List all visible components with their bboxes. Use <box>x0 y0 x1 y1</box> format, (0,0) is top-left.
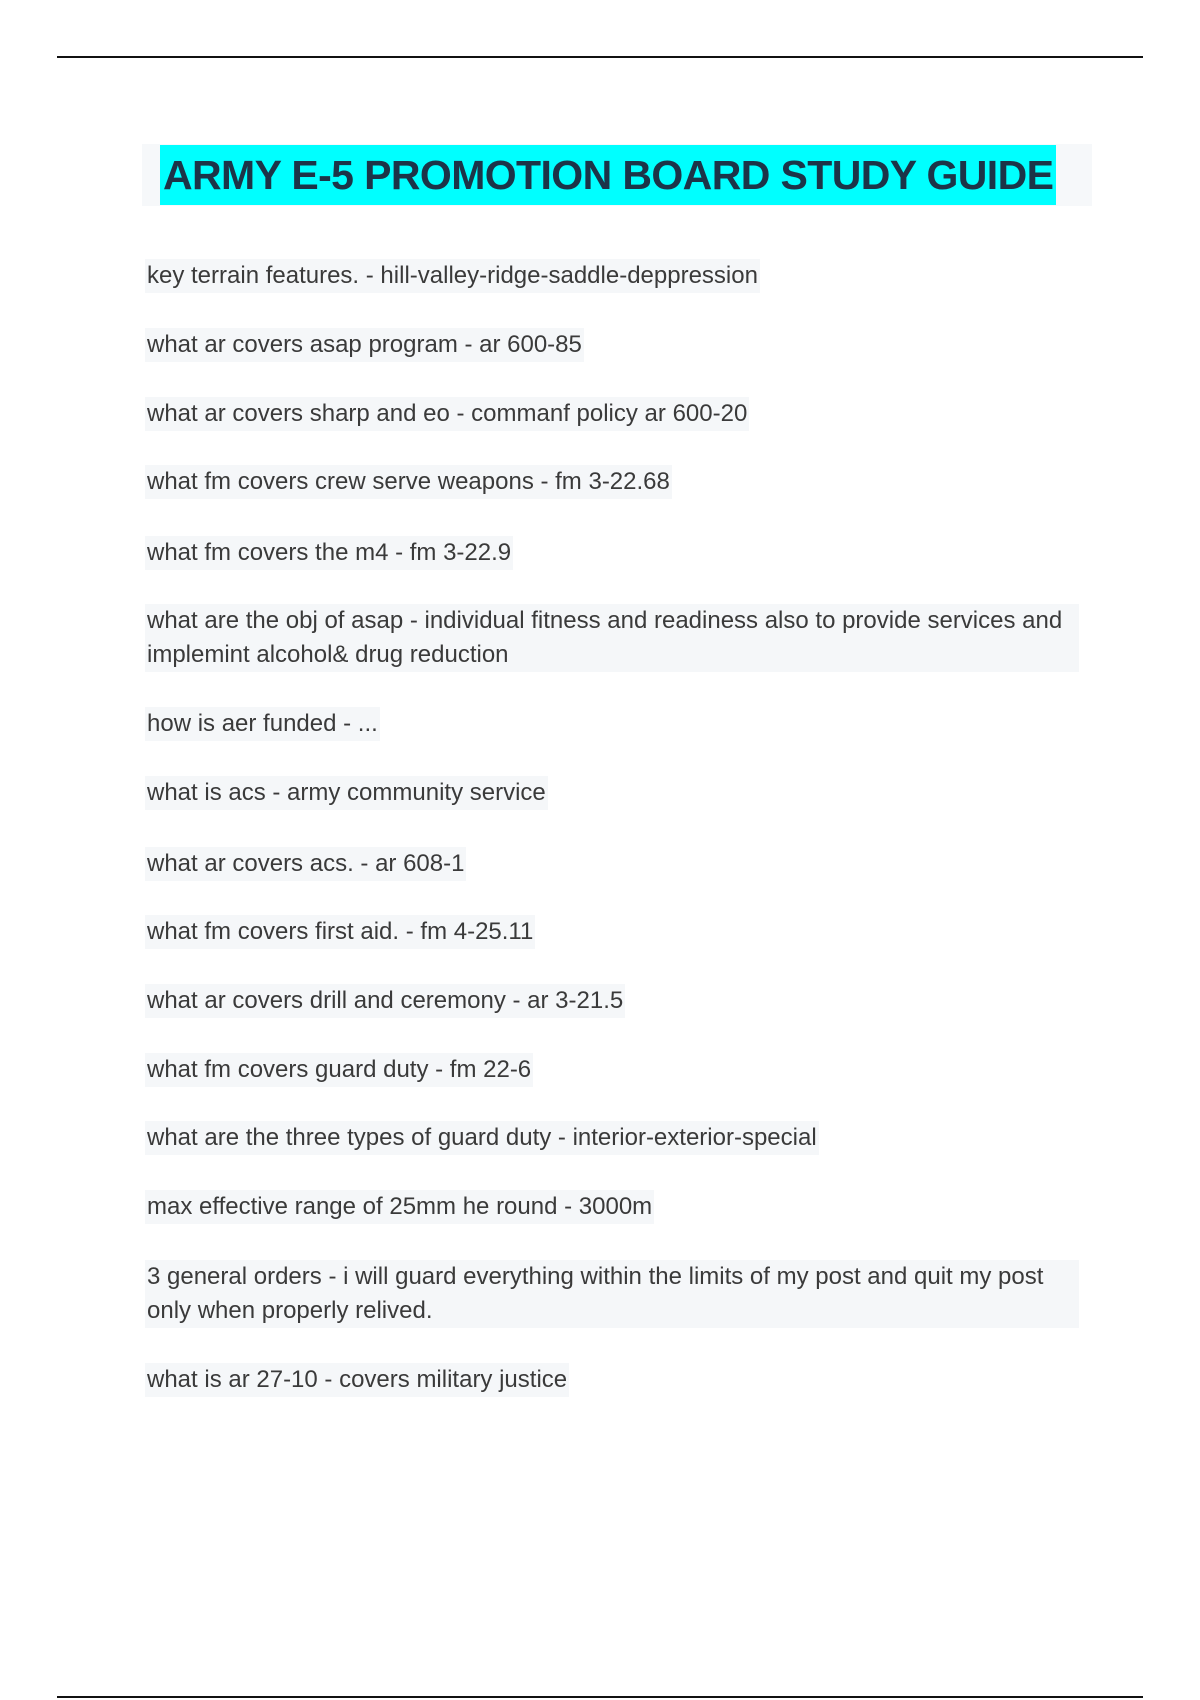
list-item: how is aer funded - ... <box>145 707 380 741</box>
list-item: what is ar 27-10 - covers military justice <box>145 1363 569 1397</box>
list-item: what ar covers asap program - ar 600-85 <box>145 328 584 362</box>
list-item: max effective range of 25mm he round - 3000m <box>145 1190 654 1224</box>
list-item: 3 general orders - i will guard everything within the limits of my post and quit my post only when properly relived. <box>145 1260 1079 1328</box>
list-item: what are the three types of guard duty - interior-exterior-special <box>145 1121 819 1155</box>
page-title: ARMY E-5 PROMOTION BOARD STUDY GUIDE <box>160 145 1056 205</box>
list-item: what fm covers crew serve weapons - fm 3-22.68 <box>145 465 672 499</box>
bottom-rule <box>57 1696 1143 1698</box>
list-item: what fm covers the m4 - fm 3-22.9 <box>145 536 513 570</box>
list-item: what ar covers drill and ceremony - ar 3-21.5 <box>145 984 625 1018</box>
list-item: what fm covers first aid. - fm 4-25.11 <box>145 915 535 949</box>
list-item: what ar covers sharp and eo - commanf policy ar 600-20 <box>145 397 749 431</box>
list-item: what are the obj of asap - individual fitness and readiness also to provide services and implemint alcohol& drug reduction <box>145 604 1079 672</box>
top-rule <box>57 56 1143 58</box>
list-item: what fm covers guard duty - fm 22-6 <box>145 1053 533 1087</box>
list-item: what is acs - army community service <box>145 776 548 810</box>
list-item: key terrain features. - hill-valley-ridge-saddle-deppression <box>145 259 760 293</box>
list-item: what ar covers acs. - ar 608-1 <box>145 847 466 881</box>
